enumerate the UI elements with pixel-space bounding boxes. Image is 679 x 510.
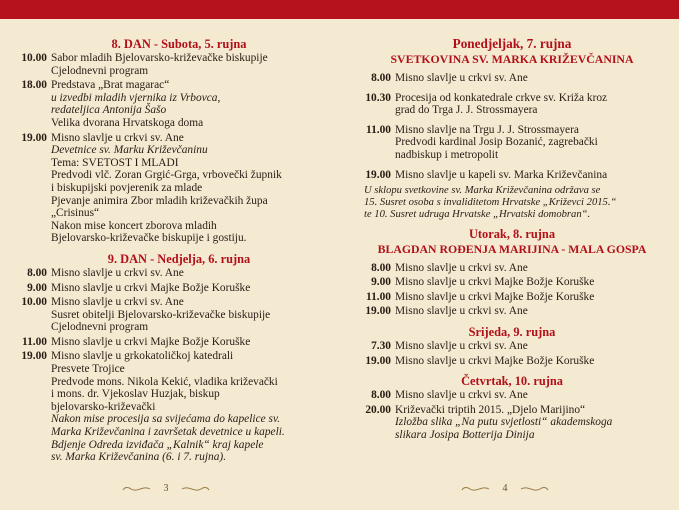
note-line: 15. Susret osoba s invaliditetom Hrvatske „Križevci 2015.“ xyxy=(364,196,617,208)
schedule-item xyxy=(362,92,662,117)
event-time: 8.00 xyxy=(371,72,391,84)
schedule-item xyxy=(362,340,662,353)
schedule-item xyxy=(18,336,340,349)
event-line: Tema: SVETOST I MLADI xyxy=(51,156,179,169)
event-time: 19.00 xyxy=(365,354,391,367)
event-time: 11.00 xyxy=(22,335,47,348)
schedule-item xyxy=(18,350,340,463)
event-line: redateljica Antonija Šašo xyxy=(51,104,167,117)
event-line: Susret obitelji Bjelovarsko-križevačke biskupije xyxy=(51,308,271,321)
event-line: Misno slavlje u crkvi sv. Ane xyxy=(51,131,184,144)
swirl-ornament-icon xyxy=(181,484,211,494)
event-time: 9.00 xyxy=(371,276,391,289)
event-time: 11.00 xyxy=(366,123,391,136)
thursday-title: Četvrtak, 10. rujna xyxy=(461,374,563,389)
event-time: 18.00 xyxy=(21,79,47,92)
page-footer-left xyxy=(121,478,211,502)
schedule-item xyxy=(362,389,662,402)
schedule-item xyxy=(362,124,662,162)
event-time: 20.00 xyxy=(365,403,391,416)
event-line: Misno slavlje u crkvi sv. Ane xyxy=(395,261,528,274)
event-line: Misno slavlje u crkvi Majke Božje Koruške xyxy=(395,290,595,303)
event-line: Misno slavlje u crkvi sv. Ane xyxy=(395,305,528,318)
schedule-item xyxy=(18,52,340,77)
schedule-item xyxy=(362,291,662,304)
left-page xyxy=(18,29,340,466)
event-line: Misno slavlje u crkvi sv. Ane xyxy=(395,339,528,352)
schedule-item xyxy=(362,72,662,85)
event-time: 10.00 xyxy=(21,52,47,64)
event-line: Velika dvorana Hrvatskoga doma xyxy=(51,116,204,129)
event-line: Misno slavlje u crkvi Majke Božje Koruške xyxy=(395,276,595,289)
event-line: Predvode mons. Nikola Kekić, vladika križevački xyxy=(51,375,278,388)
schedule-item xyxy=(362,305,662,318)
event-line: slikara Josipa Botterija Dinija xyxy=(395,428,535,441)
wednesday-title: Srijeda, 9. rujna xyxy=(468,324,556,339)
event-line: Misno slavlje u crkvi sv. Ane xyxy=(51,296,184,309)
monday-title: Ponedjeljak, 7. rujna xyxy=(452,36,572,51)
event-time: 19.00 xyxy=(365,305,391,318)
event-line: Misno slavlje u kapeli sv. Marka Križevčanina xyxy=(395,168,608,181)
event-line: grad do Trga J. J. Strossmayera xyxy=(395,104,538,117)
event-line: nadbiskup i metropolit xyxy=(395,148,499,161)
event-line: Sabor mladih Bjelovarsko-križevačke biskupije xyxy=(51,52,268,64)
event-time: 7.30 xyxy=(371,339,391,352)
monday-subtitle: SVETKOVINA SV. MARKA KRIŽEVČANINA xyxy=(390,52,634,66)
schedule-item xyxy=(362,169,662,182)
page-number: 4 xyxy=(502,483,508,494)
schedule-item xyxy=(18,132,340,245)
event-line: Križevački triptih 2015. „Djelo Marijino“ xyxy=(395,403,586,416)
schedule-item xyxy=(362,355,662,368)
event-time: 8.00 xyxy=(371,389,391,402)
event-line: bjelovarsko-križevački xyxy=(51,400,156,413)
event-line: Bdjenje Odreda izviđača „Kalnik“ kraj kapele xyxy=(51,438,264,451)
schedule-item xyxy=(362,262,662,275)
event-line: Predstava „Brat magarac“ xyxy=(51,79,170,92)
swirl-ornament-icon xyxy=(121,484,151,494)
schedule-item xyxy=(362,404,662,442)
event-time: 8.00 xyxy=(371,261,391,274)
event-line: Pjevanje animira Zbor mladih križevačkih župa xyxy=(51,194,268,207)
event-line: i biskupijski povjerenik za mlade xyxy=(51,181,203,194)
page-footer-right xyxy=(460,478,550,502)
event-line: sv. Marka Križevčanina (6. i 7. rujna). xyxy=(51,451,227,464)
event-line: Devetnice sv. Marku Križevčaninu xyxy=(51,144,208,157)
event-line: Misno slavlje u crkvi Majke Božje Koruške xyxy=(51,335,251,348)
event-line: Nakon mise koncert zborova mladih xyxy=(51,219,217,232)
tuesday-title: Utorak, 8. rujna xyxy=(468,226,556,241)
event-time: 19.00 xyxy=(21,350,47,363)
event-line: u izvedbi mladih vjernika iz Vrbovca, xyxy=(51,91,221,104)
event-line: Presvete Trojice xyxy=(51,363,125,376)
event-time: 9.00 xyxy=(27,281,47,294)
schedule-item xyxy=(18,267,340,280)
tuesday-subtitle: BLAGDAN ROĐENJA MARIJINA - MALA GOSPA xyxy=(377,241,647,256)
schedule-item xyxy=(18,79,340,129)
event-line: Misno slavlje u grkokatoličkoj katedrali xyxy=(51,350,234,363)
event-line: Misno slavlje na Trgu J. J. Strossmayera xyxy=(395,123,579,136)
event-time: 8.00 xyxy=(27,266,47,279)
event-time: 19.00 xyxy=(365,168,391,181)
event-line: Cjelodnevni program xyxy=(51,321,149,334)
top-red-band xyxy=(0,0,679,19)
page-number: 3 xyxy=(163,483,169,494)
event-line: Procesija od konkatedrale crkve sv. Križa kroz xyxy=(395,91,608,104)
event-time: 11.00 xyxy=(366,290,391,303)
event-line: Misno slavlje u crkvi sv. Ane xyxy=(395,389,528,402)
event-line: Izložba slika „Na putu svjetlosti“ akademskoga xyxy=(395,416,613,429)
event-line: Cjelodnevni program xyxy=(51,64,149,77)
schedule-item xyxy=(18,282,340,295)
event-time: 10.00 xyxy=(21,296,47,309)
schedule-item xyxy=(18,296,340,334)
event-line: Misno slavlje u crkvi sv. Ane xyxy=(51,266,184,279)
event-line: „Crisinus“ xyxy=(51,207,100,220)
event-time: 10.30 xyxy=(365,91,391,104)
event-line: Misno slavlje u crkvi sv. Ane xyxy=(395,72,528,84)
event-line: Predvodi kardinal Josip Bozanić, zagrebački xyxy=(395,136,598,149)
note-line: U sklopu svetkovine sv. Marka Križevčanina održava se xyxy=(364,185,601,197)
day8-title: 8. DAN - Subota, 5. rujna xyxy=(111,37,247,51)
swirl-ornament-icon xyxy=(460,484,490,494)
note-line: te 10. Susret udruga Hrvatske „Hrvatski domobran“. xyxy=(364,208,591,220)
event-line: Nakon mise procesija sa svijećama do kapelice sv. xyxy=(51,413,281,426)
day9-title: 9. DAN - Nedjelja, 6. rujna xyxy=(107,251,251,266)
event-line: Misno slavlje u crkvi Majke Božje Koruške xyxy=(395,354,595,367)
event-time: 19.00 xyxy=(21,131,47,144)
event-line: Misno slavlje u crkvi Majke Božje Koruške xyxy=(51,281,251,294)
swirl-ornament-icon xyxy=(520,484,550,494)
right-page xyxy=(362,29,662,443)
event-line: Marka Križevčanina i završetak devetnice u kapeli. xyxy=(51,426,285,439)
schedule-item xyxy=(362,276,662,289)
event-line: i mons. dr. Vjekoslav Huzjak, biskup xyxy=(51,388,220,401)
event-line: Bjelovarsko-križevačke biskupije i gostiju. xyxy=(51,232,247,245)
event-line: Predvodi vlč. Zoran Grgić-Grga, vrbovečki župnik xyxy=(51,169,282,182)
monday-note xyxy=(362,185,662,220)
